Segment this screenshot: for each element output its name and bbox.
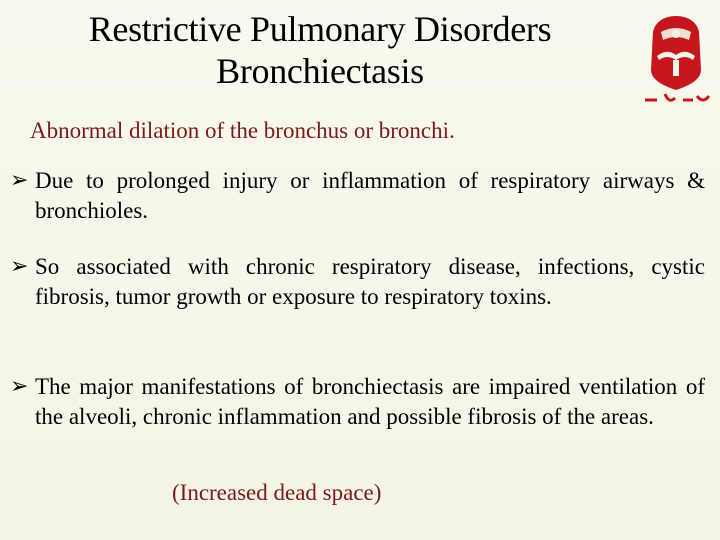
- arrow-bullet-icon: ➢: [10, 168, 29, 193]
- bullet-item: [10, 252, 705, 312]
- bullet-item: [10, 166, 705, 226]
- bullet-item: [10, 372, 705, 432]
- arrow-bullet-icon: ➢: [10, 254, 29, 279]
- title-line-1: Restrictive Pulmonary Disorders: [88, 9, 552, 49]
- arrow-bullet-icon: ➢: [10, 374, 29, 399]
- bullet-text: The major manifestations of bronchiectasis are impaired ventilation of the alveoli, chronic inflammation and possible fibrosis of the areas.: [35, 374, 705, 429]
- definition-text: Abnormal dilation of the bronchus or bronchi.: [30, 118, 455, 143]
- university-logo-icon: [637, 10, 715, 110]
- slide-title: [20, 8, 620, 92]
- dead-space-note: (Increased dead space): [172, 480, 382, 505]
- title-line-2: Bronchiectasis: [216, 51, 424, 91]
- bullet-text: So associated with chronic respiratory disease, infections, cystic fibrosis, tumor growth or exposure to respiratory toxins.: [35, 254, 705, 309]
- bullet-text: Due to prolonged injury or inflammation of respiratory airways & bronchioles.: [35, 168, 705, 223]
